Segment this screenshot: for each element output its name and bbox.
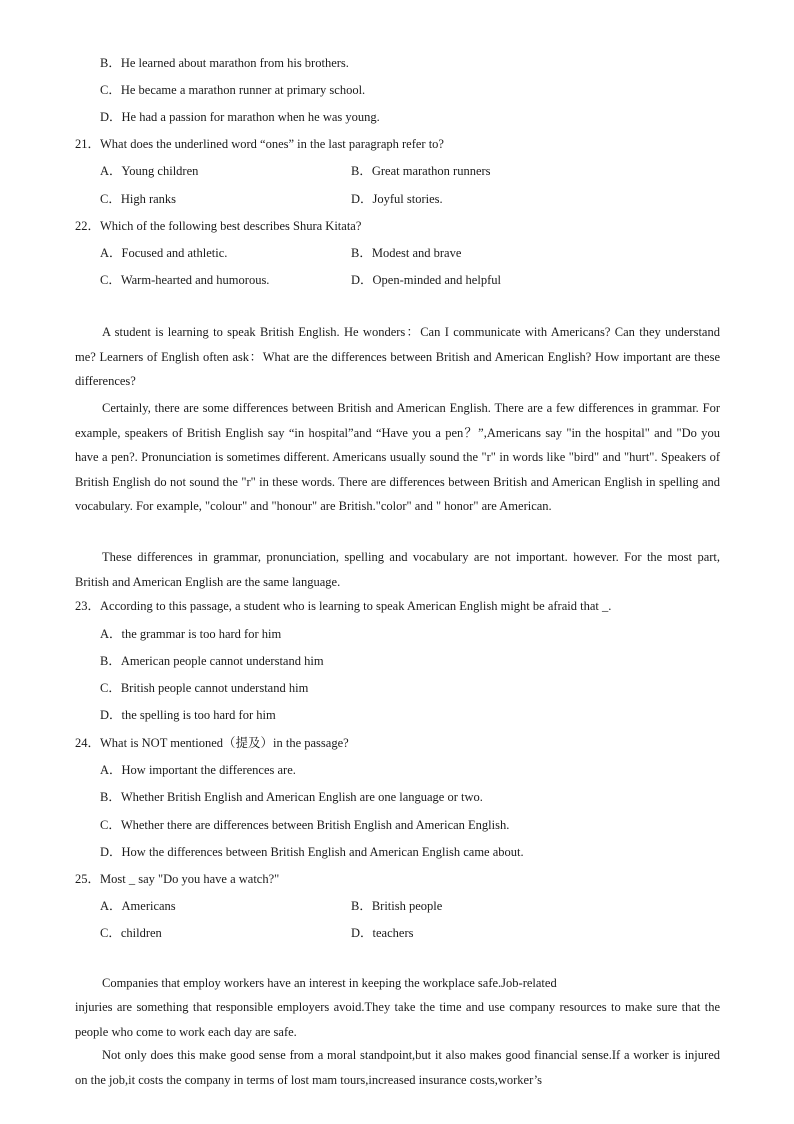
passage3-paragraph-1-line-1: Companies that employ workers have an interest in keeping the workplace safe.Job-related [102,976,557,990]
passage2-paragraph-2-text: Certainly, there are some differences between British and American English. There are a few differences in grammar. For example, speakers of British English say “in hospital”and “Have you a pen？”,Americans say "in the hospital" and "Do you have a pen?. Pronunciation is sometimes different. Americans usually sound the "r" in words like "bird" and "hurt". Speakers of British English do not sound the "r" in these words. There are differences between British and American English in spelling and vocabulary. For example, "colour" and "honour" are British."color" and " honor" are American. [75,401,720,513]
q22-option-d: D．Open-minded and helpful [351,273,501,287]
q25-option-b: B．British people [351,899,443,913]
q25-option-a: A．Americans [100,899,176,913]
passage2-paragraph-2 [75,396,720,519]
q20-option-d: D．He had a passion for marathon when he was young. [100,110,380,124]
q23-option-c: C．British people cannot understand him [100,681,309,695]
q24-option-a: A．How important the differences are. [100,763,296,777]
q23-option-a: A．the grammar is too hard for him [100,627,282,641]
q20-option-c: C．He became a marathon runner at primary school. [100,83,366,97]
q23-option-b: B．American people cannot understand him [100,654,324,668]
q22-option-b: B．Modest and brave [351,246,462,260]
q25-option-c: C．children [100,926,162,940]
q22-option-a: A．Focused and athletic. [100,246,228,260]
passage3-paragraph-2-text: Not only does this make good sense from a moral standpoint,but it also makes good financial sense.If a worker is injured on the job,it costs the company in terms of lost mam tours,increased insurance costs,worker’s [75,1048,720,1087]
q24-option-d: D．How the differences between British English and American English came about. [100,845,524,859]
passage3-paragraph-2 [75,1043,720,1092]
q21-option-d: D．Joyful stories. [351,192,443,206]
q25-option-d: D．teachers [351,926,414,940]
q24-stem: 24．What is NOT mentioned（提及）in the passage? [75,736,349,750]
q21-option-a: A．Young children [100,164,199,178]
passage2-paragraph-1-text: A student is learning to speak British English. He wonders：Can I communicate with Americans? Can they understand me? Learners of English often ask：What are the differences between British and American English? How important are these differences? [75,325,720,388]
q24-option-c: C．Whether there are differences between British English and American English. [100,818,510,832]
passage3-paragraph-1-rest: injuries are something that responsible employers avoid.They take the time and use company resources to make sure that the people who come to work each day are safe. [75,1000,720,1039]
q23-stem: 23．According to this passage, a student who is learning to speak American English might be afraid that _. [75,599,612,613]
passage2-paragraph-1 [75,320,720,394]
q21-stem: 21．What does the underlined word “ones” in the last paragraph refer to? [75,137,444,151]
q22-option-c: C．Warm-hearted and humorous. [100,273,270,287]
underlined-word: ones [265,137,289,151]
passage2-paragraph-3-text: These differences in grammar, pronunciation, spelling and vocabulary are not important. however. For the most part, British and American English are the same language. [75,550,720,589]
q21-option-c: C．High ranks [100,192,177,206]
q21-option-b: B．Great marathon runners [351,164,491,178]
q20-option-b: B．He learned about marathon from his brothers. [100,56,349,70]
q25-stem: 25．Most _ say "Do you have a watch?" [75,872,280,886]
q22-stem: 22．Which of the following best describes Shura Kitata? [75,219,362,233]
q23-option-d: D．the spelling is too hard for him [100,708,276,722]
q24-option-b: B．Whether British English and American English are one language or two. [100,790,483,804]
passage2-paragraph-3 [75,545,720,594]
